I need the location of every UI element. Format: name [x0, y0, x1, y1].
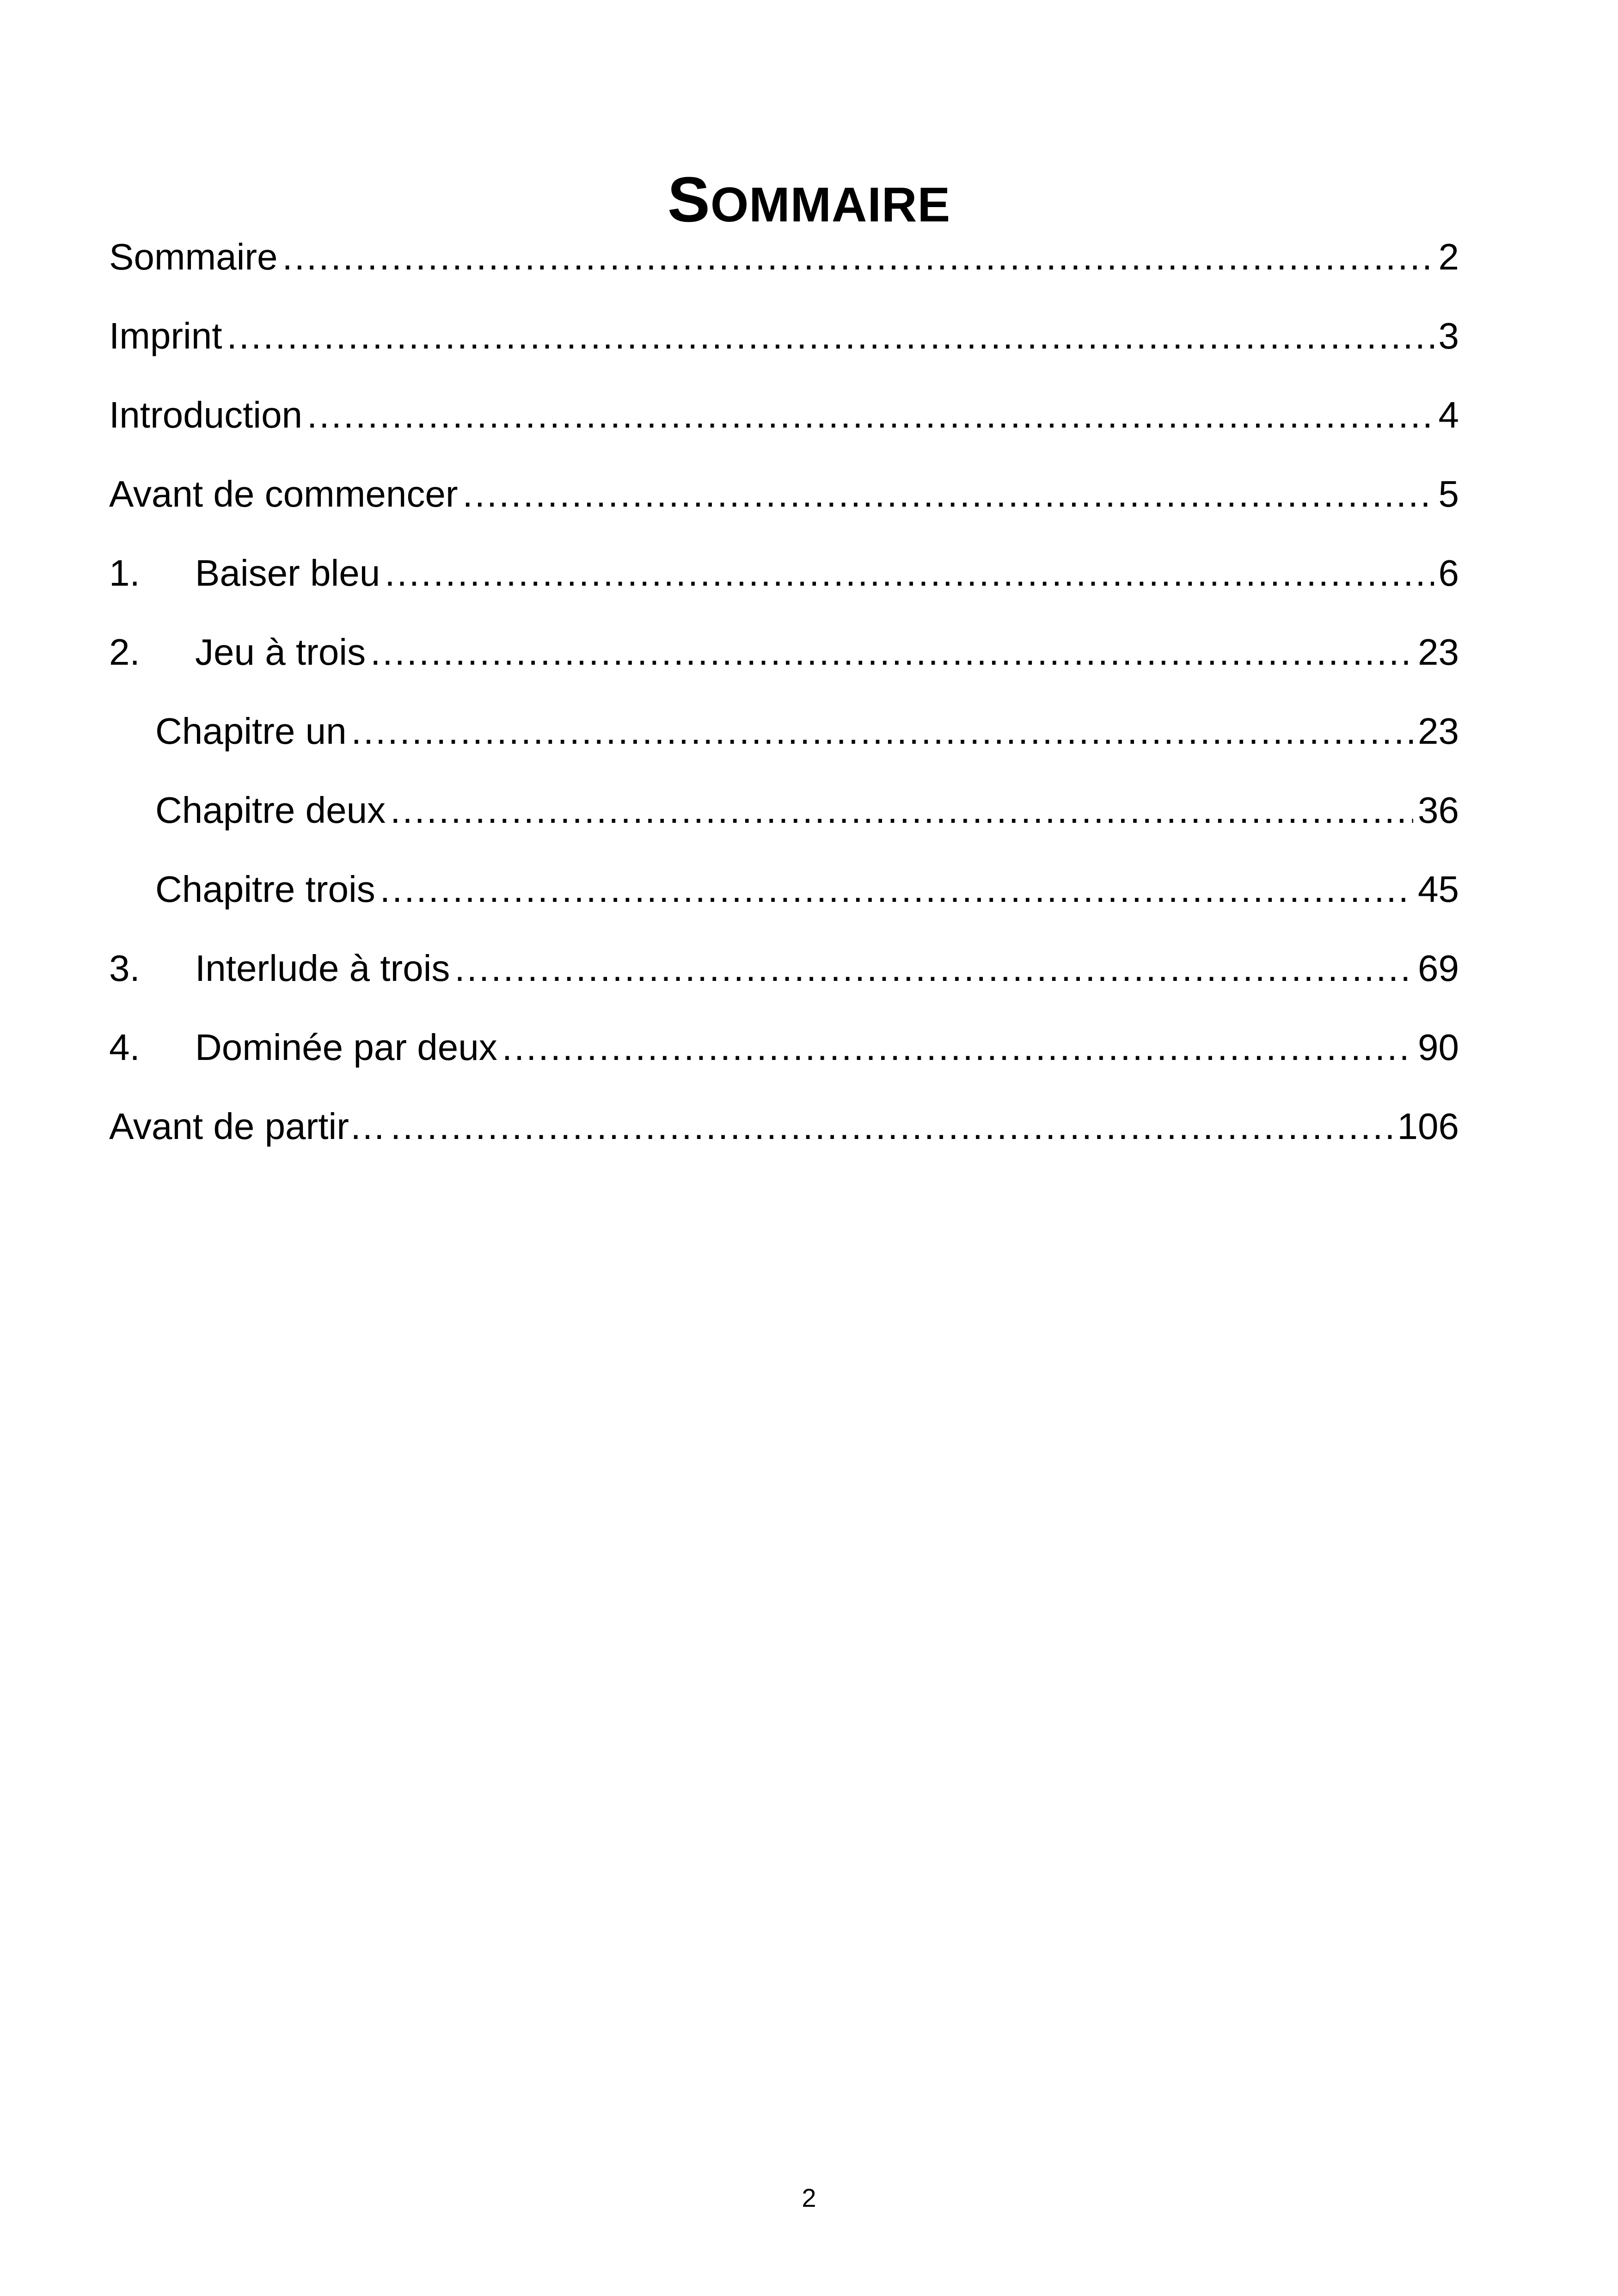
toc-entry-page-number: 69 — [1418, 947, 1459, 989]
toc-entry-number: 2. — [109, 631, 140, 673]
toc-dot-leader — [391, 1103, 1393, 1150]
toc-entry-number: 4. — [109, 1026, 140, 1068]
toc-entry[interactable] — [109, 454, 1459, 533]
toc-entry-label: Introduction — [109, 394, 303, 435]
title-initial: S — [667, 164, 711, 236]
toc-entry-label: Chapitre deux — [155, 789, 386, 831]
toc-entry-label: Chapitre trois — [155, 868, 375, 910]
toc-entry-page-number: 106 — [1397, 1105, 1459, 1147]
toc-entry-label: Interlude à trois — [195, 947, 450, 989]
toc-dot-leader — [307, 392, 1434, 438]
toc-entry-label: Avant de commencer — [109, 473, 458, 514]
page-number-footer: 2 — [802, 2183, 816, 2212]
toc-entry-label: Baiser bleu — [195, 552, 380, 594]
toc-entry-page-number: 2 — [1438, 236, 1459, 277]
toc-entry-number: 1. — [109, 552, 140, 594]
toc-dot-leader — [385, 550, 1434, 596]
toc-dot-leader — [227, 313, 1434, 359]
toc-entry[interactable] — [109, 375, 1459, 454]
toc-entry-page-number: 5 — [1438, 473, 1459, 514]
toc-entry-page-number: 4 — [1438, 394, 1459, 435]
toc-entry-label: Chapitre un — [155, 710, 347, 752]
toc-subentry[interactable] — [109, 850, 1459, 929]
toc-entry[interactable] — [109, 217, 1459, 296]
toc-dot-leader — [282, 234, 1434, 280]
toc-entry-page-number: 6 — [1438, 552, 1459, 594]
toc-entry-label: Sommaire — [109, 236, 278, 277]
toc-dot-leader — [351, 708, 1413, 754]
toc-entry-page-number: 3 — [1438, 315, 1459, 356]
toc-entry-label: Dominée par deux — [195, 1026, 497, 1068]
toc-entry[interactable] — [109, 1087, 1459, 1166]
toc-entry[interactable] — [109, 533, 1459, 612]
toc-entry-label: Jeu à trois — [195, 631, 366, 673]
toc-dot-leader — [370, 629, 1413, 675]
title-rest: OMMAIRE — [710, 178, 951, 233]
toc-dot-leader — [462, 471, 1434, 517]
toc-dot-leader — [380, 866, 1413, 912]
toc-entry[interactable] — [109, 612, 1459, 692]
toc-dot-leader — [390, 787, 1413, 833]
toc-subentry[interactable] — [109, 771, 1459, 850]
toc-entry-page-number: 90 — [1418, 1026, 1459, 1068]
toc-entry[interactable] — [109, 929, 1459, 1008]
toc-entry[interactable] — [109, 1008, 1459, 1087]
toc-entry[interactable] — [109, 296, 1459, 375]
toc-entry-page-number: 23 — [1418, 631, 1459, 673]
toc-entry-page-number: 36 — [1418, 789, 1459, 831]
toc-entry-number: 3. — [109, 947, 140, 989]
toc-subentry[interactable] — [109, 692, 1459, 771]
toc-entry-page-number: 45 — [1418, 868, 1459, 910]
toc-entry-label: Imprint — [109, 315, 222, 356]
toc-dot-leader — [454, 945, 1413, 992]
table-of-contents — [109, 217, 1459, 1166]
toc-dot-leader — [502, 1024, 1413, 1071]
toc-entry-page-number: 23 — [1418, 710, 1459, 752]
toc-entry-label: Avant de partir… — [109, 1105, 386, 1147]
